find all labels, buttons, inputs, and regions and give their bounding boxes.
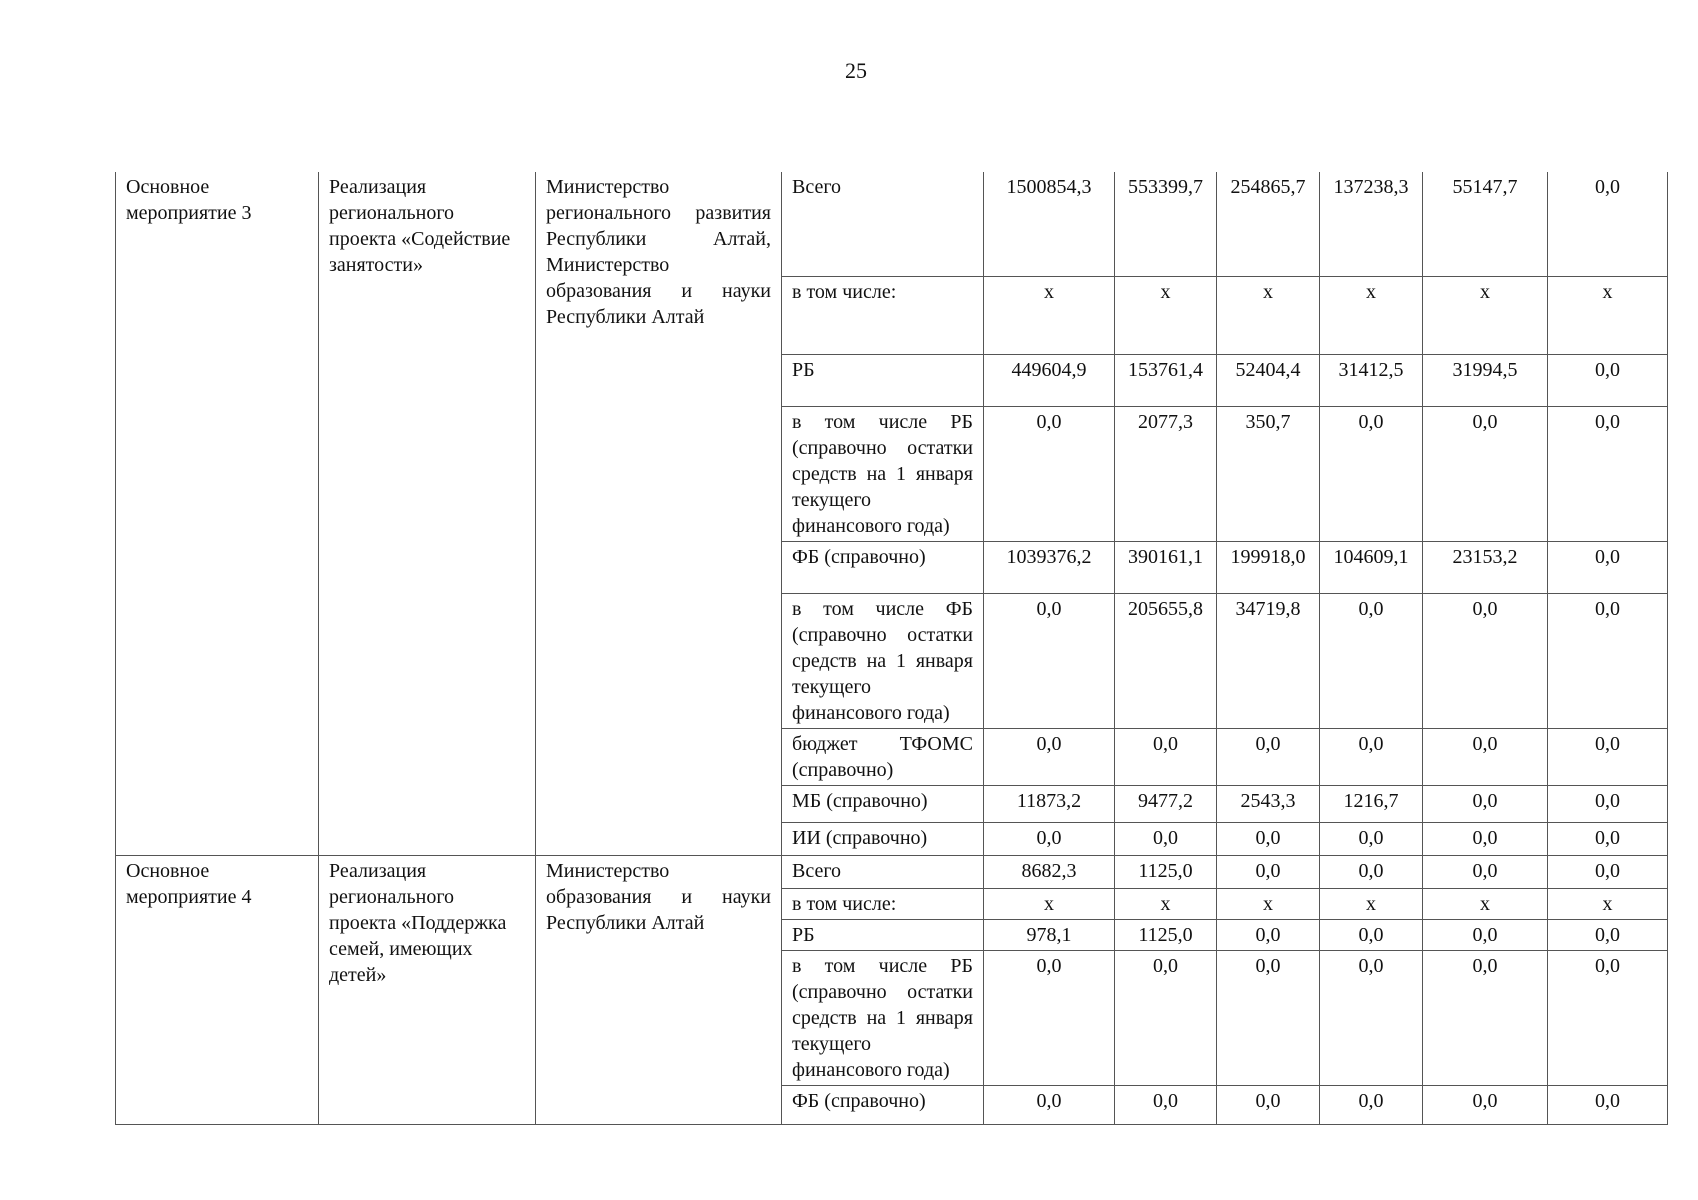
executor-cell: Министерство образования и науки Республики Алтай <box>536 855 782 1124</box>
amount-cell: 2077,3 <box>1115 406 1217 541</box>
amount-cell: 0,0 <box>1115 950 1217 1085</box>
amount-cell: 0,0 <box>1115 1085 1217 1124</box>
amount-cell: 978,1 <box>984 919 1115 950</box>
amount-cell: х <box>1115 276 1217 354</box>
amount-cell: 390161,1 <box>1115 541 1217 593</box>
amount-cell: 254865,7 <box>1217 172 1320 276</box>
amount-cell: 0,0 <box>1548 593 1668 728</box>
table-row <box>116 855 1668 888</box>
executor-cell: Министерство регионального развития Республики Алтай, Министерство образования и науки Республики Алтай <box>536 172 782 855</box>
amount-cell: 0,0 <box>984 822 1115 855</box>
amount-cell: 2543,3 <box>1217 785 1320 822</box>
funding-source-cell: в том числе РБ (справочно остатки средств на 1 января текущего финансового года) <box>782 950 984 1085</box>
amount-cell: 0,0 <box>1217 1085 1320 1124</box>
amount-cell: 0,0 <box>1548 354 1668 406</box>
amount-cell: 0,0 <box>984 406 1115 541</box>
amount-cell: 0,0 <box>1320 822 1423 855</box>
amount-cell: 0,0 <box>1115 822 1217 855</box>
amount-cell: 52404,4 <box>1217 354 1320 406</box>
funding-source-cell: ИИ (справочно) <box>782 822 984 855</box>
amount-cell: 0,0 <box>984 1085 1115 1124</box>
amount-cell: х <box>1548 276 1668 354</box>
funding-source-cell: РБ <box>782 354 984 406</box>
amount-cell: 205655,8 <box>1115 593 1217 728</box>
amount-cell: 0,0 <box>1423 950 1548 1085</box>
amount-cell: х <box>1320 276 1423 354</box>
amount-cell: 350,7 <box>1217 406 1320 541</box>
funding-source-cell: в том числе: <box>782 276 984 354</box>
amount-cell: 1216,7 <box>1320 785 1423 822</box>
funding-source-cell: Всего <box>782 172 984 276</box>
project-name-cell: Реализация регионального проекта «Поддержка семей, имеющих детей» <box>319 855 536 1124</box>
amount-cell: 8682,3 <box>984 855 1115 888</box>
amount-cell: 0,0 <box>1548 406 1668 541</box>
amount-cell: 0,0 <box>1217 855 1320 888</box>
amount-cell: 0,0 <box>1423 785 1548 822</box>
amount-cell: х <box>1115 888 1217 919</box>
amount-cell: 137238,3 <box>1320 172 1423 276</box>
amount-cell: 55147,7 <box>1423 172 1548 276</box>
funding-source-cell: РБ <box>782 919 984 950</box>
amount-cell: 0,0 <box>1217 950 1320 1085</box>
amount-cell: х <box>984 888 1115 919</box>
funding-source-cell: бюджет ТФОМС (справочно) <box>782 728 984 785</box>
amount-cell: 199918,0 <box>1217 541 1320 593</box>
amount-cell: 0,0 <box>1548 855 1668 888</box>
amount-cell: 1500854,3 <box>984 172 1115 276</box>
amount-cell: 0,0 <box>1423 728 1548 785</box>
funding-source-cell: в том числе: <box>782 888 984 919</box>
amount-cell: 0,0 <box>1320 919 1423 950</box>
amount-cell: 1039376,2 <box>984 541 1115 593</box>
amount-cell: х <box>984 276 1115 354</box>
amount-cell: 0,0 <box>1320 1085 1423 1124</box>
amount-cell: 31994,5 <box>1423 354 1548 406</box>
amount-cell: 0,0 <box>1320 406 1423 541</box>
amount-cell: х <box>1548 888 1668 919</box>
funding-source-cell: ФБ (справочно) <box>782 1085 984 1124</box>
amount-cell: 1125,0 <box>1115 919 1217 950</box>
amount-cell: 0,0 <box>1423 919 1548 950</box>
funding-source-cell: в том числе ФБ (справочно остатки средств на 1 января текущего финансового года) <box>782 593 984 728</box>
amount-cell: 0,0 <box>1217 728 1320 785</box>
amount-cell: 9477,2 <box>1115 785 1217 822</box>
amount-cell: 0,0 <box>1320 728 1423 785</box>
measure-name-cell: Основное мероприятие 4 <box>116 855 319 1124</box>
amount-cell: 0,0 <box>984 593 1115 728</box>
amount-cell: 34719,8 <box>1217 593 1320 728</box>
amount-cell: х <box>1423 888 1548 919</box>
amount-cell: 0,0 <box>1217 919 1320 950</box>
amount-cell: 0,0 <box>1548 919 1668 950</box>
amount-cell: 11873,2 <box>984 785 1115 822</box>
amount-cell: 0,0 <box>1423 855 1548 888</box>
amount-cell: 104609,1 <box>1320 541 1423 593</box>
funding-source-cell: ФБ (справочно) <box>782 541 984 593</box>
funding-source-cell: Всего <box>782 855 984 888</box>
project-name-cell: Реализация регионального проекта «Содействие занятости» <box>319 172 536 855</box>
amount-cell: 1125,0 <box>1115 855 1217 888</box>
amount-cell: 553399,7 <box>1115 172 1217 276</box>
amount-cell: 0,0 <box>984 950 1115 1085</box>
table-row <box>116 172 1668 276</box>
amount-cell: 0,0 <box>1548 822 1668 855</box>
amount-cell: х <box>1423 276 1548 354</box>
page-number: 25 <box>845 58 867 83</box>
measure-name-cell: Основное мероприятие 3 <box>116 172 319 855</box>
amount-cell: 153761,4 <box>1115 354 1217 406</box>
amount-cell: 23153,2 <box>1423 541 1548 593</box>
amount-cell: 0,0 <box>1423 406 1548 541</box>
amount-cell: 0,0 <box>1423 1085 1548 1124</box>
amount-cell: 0,0 <box>1217 822 1320 855</box>
amount-cell: 0,0 <box>1548 541 1668 593</box>
amount-cell: 0,0 <box>1548 785 1668 822</box>
amount-cell: 0,0 <box>1423 822 1548 855</box>
amount-cell: 0,0 <box>1320 950 1423 1085</box>
amount-cell: 0,0 <box>1423 593 1548 728</box>
amount-cell: 0,0 <box>1548 172 1668 276</box>
amount-cell: х <box>1320 888 1423 919</box>
amount-cell: х <box>1217 276 1320 354</box>
amount-cell: 0,0 <box>1548 1085 1668 1124</box>
amount-cell: 0,0 <box>1320 593 1423 728</box>
amount-cell: 0,0 <box>1548 950 1668 1085</box>
amount-cell: 0,0 <box>984 728 1115 785</box>
amount-cell: 31412,5 <box>1320 354 1423 406</box>
amount-cell: 449604,9 <box>984 354 1115 406</box>
funding-source-cell: МБ (справочно) <box>782 785 984 822</box>
funding-table <box>115 172 1668 1125</box>
amount-cell: 0,0 <box>1320 855 1423 888</box>
amount-cell: 0,0 <box>1115 728 1217 785</box>
funding-source-cell: в том числе РБ (справочно остатки средств на 1 января текущего финансового года) <box>782 406 984 541</box>
amount-cell: 0,0 <box>1548 728 1668 785</box>
amount-cell: х <box>1217 888 1320 919</box>
